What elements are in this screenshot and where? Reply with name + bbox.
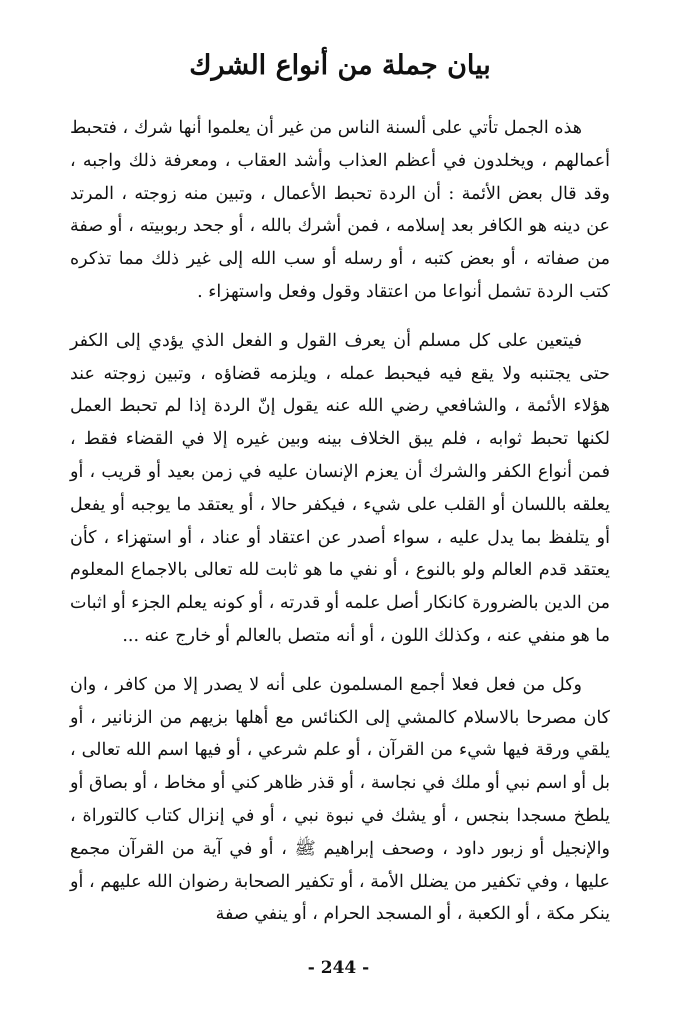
body-paragraph: فيتعين على كل مسلم أن يعرف القول و الفعل الذي يؤدي إلى الكفر حتى يجتنبه ولا يقع فيه فيحبط عمله ، ويلزمه قضاؤه ، وتبين زوجته عند هؤلاء الأئمة ، والشافعي رضي الله عنه يقول إنّ الردة إذا لم تحبط العمل لكنها تحبط ثوابه ، فلم يبق الخلاف بينه وبين غيره إلا في القضاء فقط ، فمن أنواع الكفر والشرك أن يعزم الإنسان عليه في زمن بعيد أو قريب ، أو يعلقه باللسان أو القلب على شيء ، فيكفر حالا ، أو يعتقد ما يوجبه أو يفعل أو يتلفظ بما يدل عليه ، سواء أصدر عن اعتقاد أو عناد ، أو استهزاء ، كأن يعتقد قدم العالم ولو بالنوع ، أو نفي ما هو ثابت لله تعالى بالاجماع المعلوم من الدين بالضرورة كانكار أصل علمه أو قدرته ، أو كونه يعلم الجزء أو اثبات ما هو منفي عنه ، وكذلك اللون ، أو أنه متصل بالعالم أو خارج عنه ... (70, 330, 610, 646)
body-paragraph: هذه الجمل تأتي على ألسنة الناس من غير أن يعلموا أنها شرك ، فتحبط أعمالهم ، ويخلدون في أعظم العذاب وأشد العقاب ، ومعرفة ذلك واجبه ، وقد قال بعض الأئمة : أن الردة تحبط الأعمال ، وتبين منه زوجته ، المرتد عن دينه هو الكافر بعد إسلامه ، فمن أشرك بالله ، أو جحد ربوبيته ، أو صفة من صفاته ، أو بعض كتبه ، أو رسله أو سب الله إلى غير ذلك مما تذكره كتب الردة تشمل أنواعا من اعتقاد وقول وفعل واستهزاء . (70, 118, 610, 302)
page-title: بيان جملة من أنواع الشرك (189, 50, 491, 81)
page-number: - 244 - (307, 958, 370, 978)
book-page (70, 40, 610, 990)
body-paragraph: وكل من فعل فعلا أجمع المسلمون على أنه لا يصدر إلا من كافر ، وان كان مصرحا بالاسلام كالمشي إلى الكنائس مع أهلها بزيهم من الزنانير ، أو يلقي ورقة فيها شيء من القرآن ، أو علم شرعي ، أو فيها اسم الله تعالى ، بل أو اسم نبي أو ملك في نجاسة ، أو قذر ظاهر كني أو مخاط ، أو بصاق أو يلطخ مسجدا بنجس ، أو يشك في نبوة نبي ، أو في إنزال كتاب كالتوراة ، والإنجيل أو زبور داود ، وصحف إبراهيم ﷺ ، أو في آية من القرآن مجمع عليها ، وفي تكفير من يضلل الأمة ، أو تكفير الصحابة رضوان الله عليهم ، أو ينكر مكة ، أو الكعبة ، أو المسجد الحرام ، أو ينفي صفة (70, 674, 610, 925)
